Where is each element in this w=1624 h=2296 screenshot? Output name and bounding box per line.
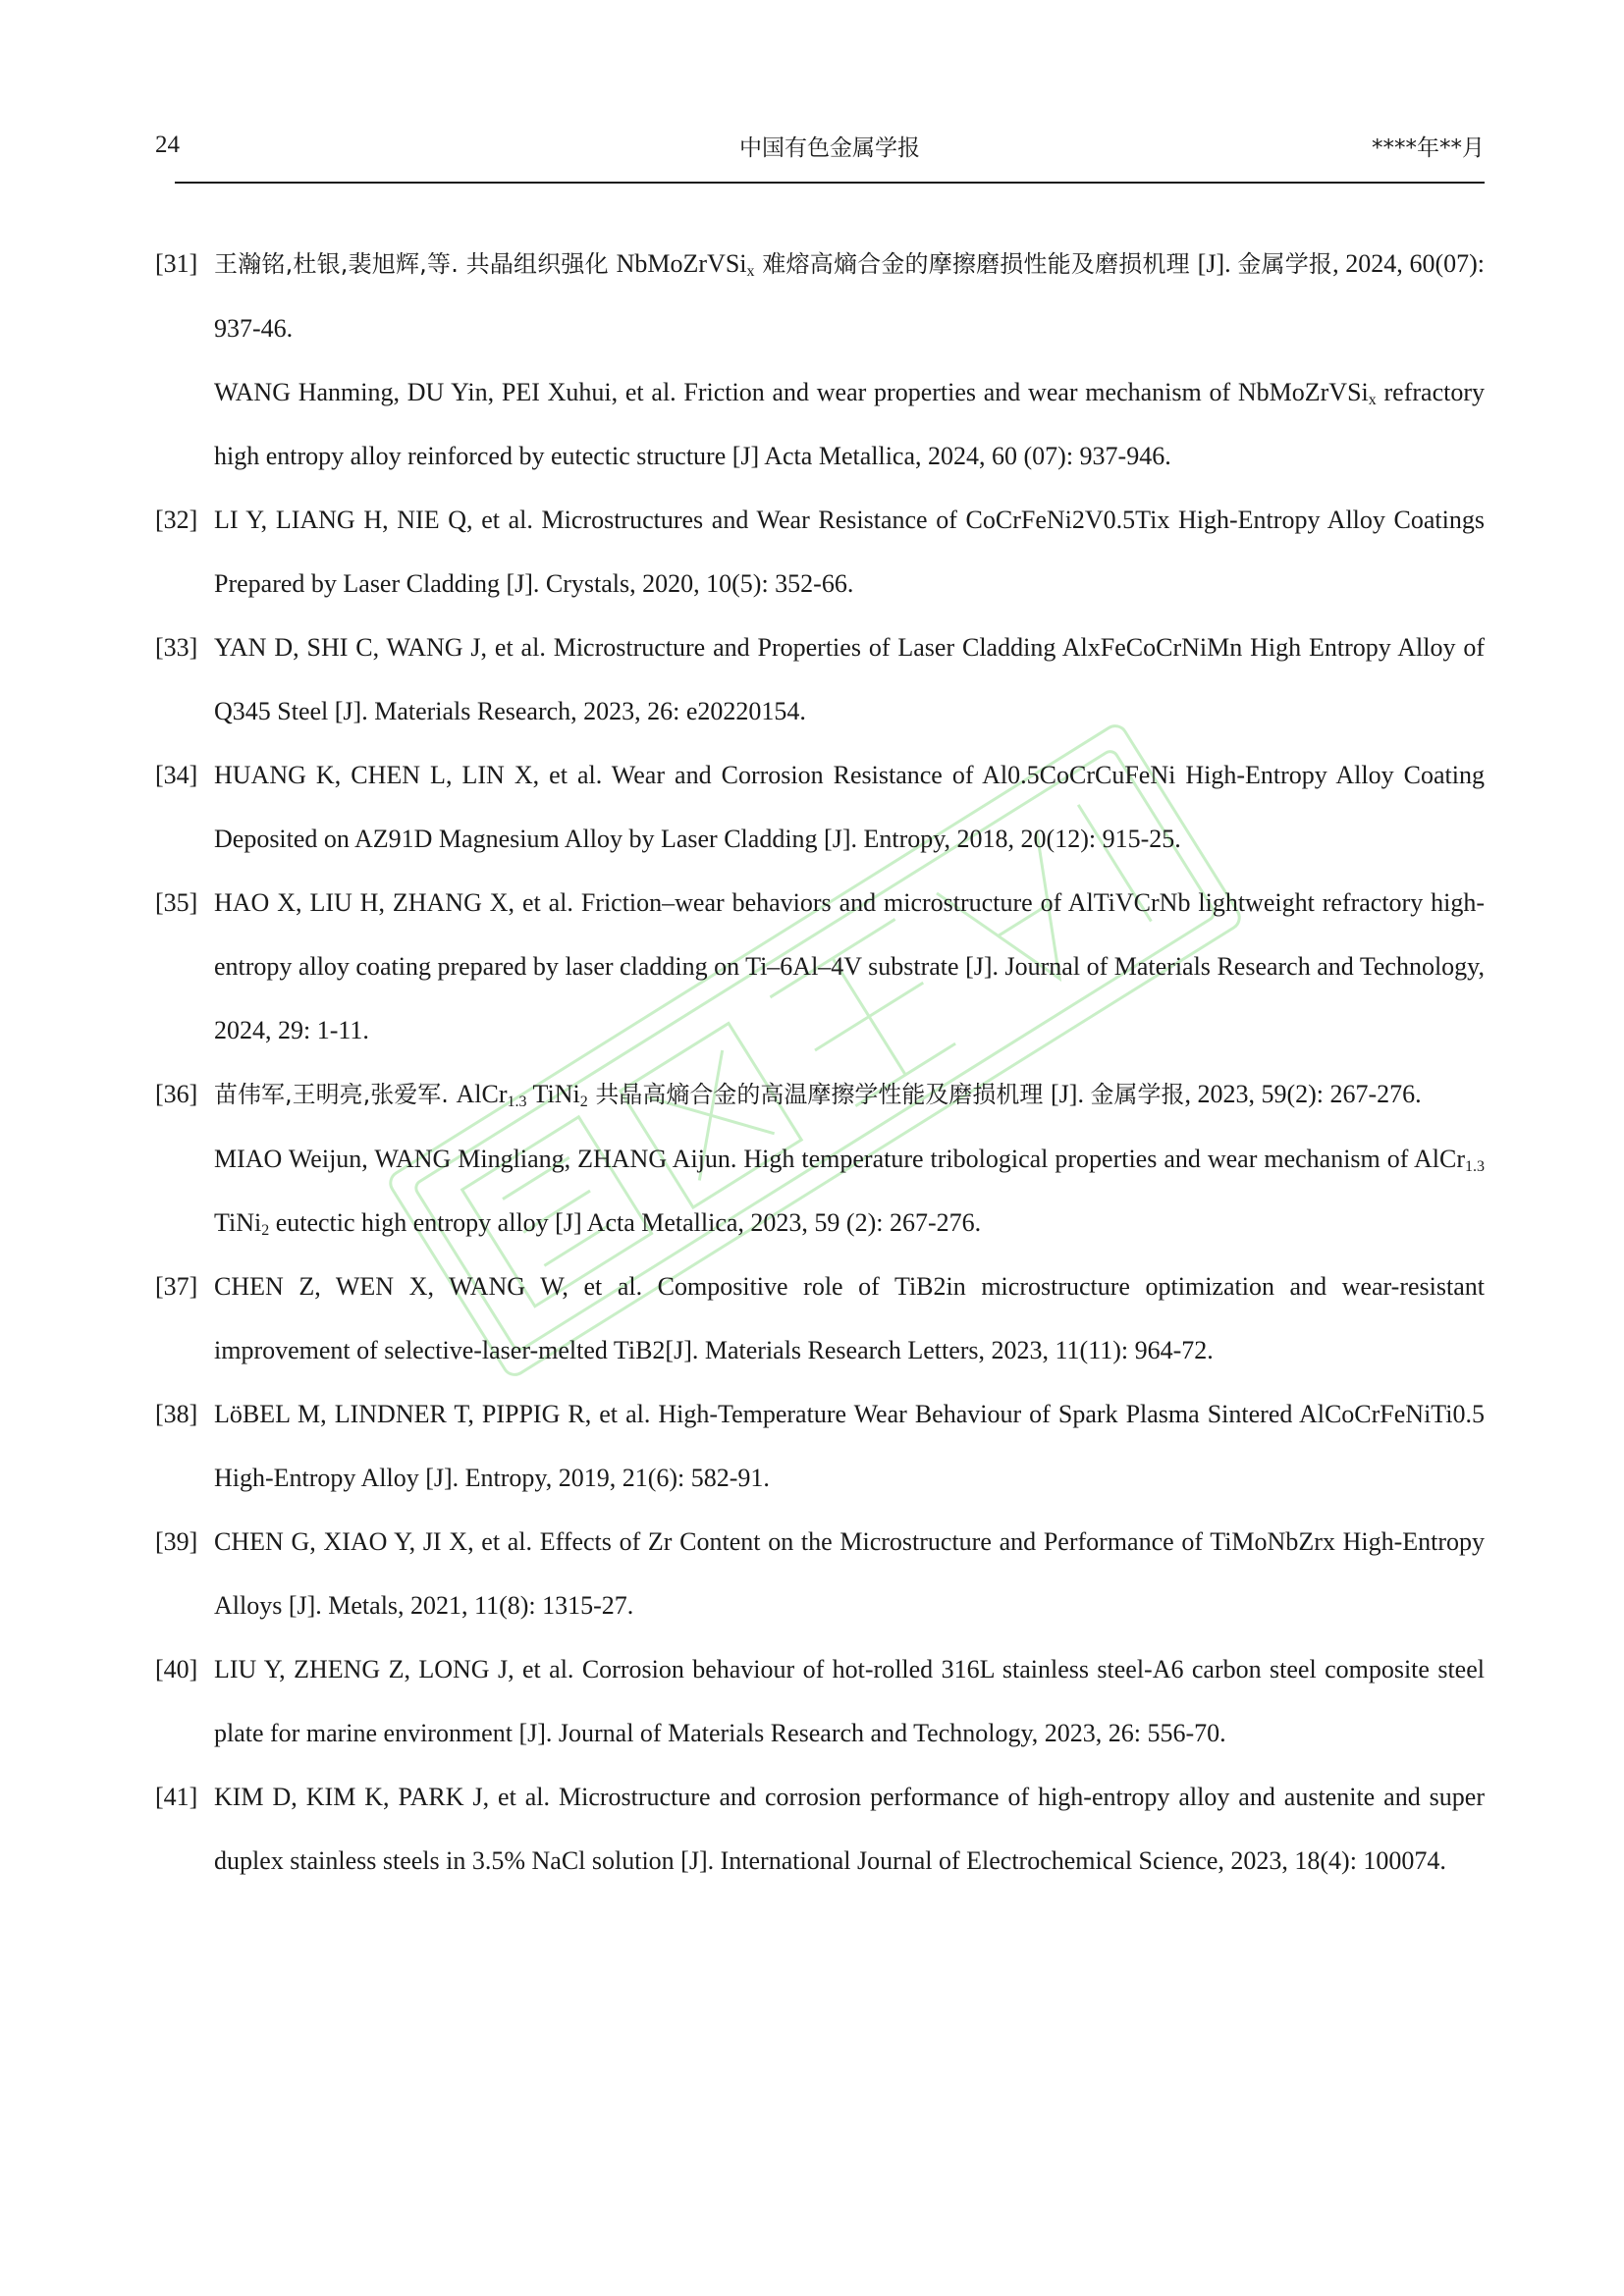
reference-item	[155, 232, 1485, 360]
subscript: 1.3	[1465, 1158, 1485, 1175]
reference-text: 金属学报	[1090, 1081, 1185, 1108]
reference-number: [37]	[155, 1272, 198, 1301]
reference-translation	[155, 1127, 1485, 1255]
reference-text: MIAO Weijun, WANG Mingliang, ZHANG Aijun. High temperature tribological properties and wear mechanism of AlCr	[214, 1145, 1465, 1173]
reference-item	[155, 871, 1485, 1062]
subscript: 2	[261, 1222, 270, 1239]
reference-text: , 2023, 59(2): 267-276.	[1184, 1080, 1422, 1108]
reference-text: LIU Y, ZHENG Z, LONG J, et al. Corrosion behaviour of hot-rolled 316L stainless steel-A6 carbon steel composite steel plate for marine environment [J]. Journal of Materials Research and Technology, 2023, 26: 556-70.	[214, 1655, 1485, 1747]
reference-text: HUANG K, CHEN L, LIN X, et al. Wear and Corrosion Resistance of Al0.5CoCrCuFeNi High-Entropy Alloy Coating Deposited on AZ91D Magnesium Alloy by Laser Cladding [J]. Entropy, 2018, 20(12): 915-25.	[214, 761, 1485, 853]
reference-item	[155, 1062, 1485, 1127]
subscript: 1.3	[507, 1094, 527, 1110]
reference-number: [31]	[155, 249, 198, 278]
reference-number: [38]	[155, 1400, 198, 1428]
reference-item	[155, 1510, 1485, 1637]
reference-item	[155, 1382, 1485, 1510]
reference-item	[155, 1765, 1485, 1893]
reference-text: [J].	[1197, 249, 1238, 278]
journal-name: 中国有色金属学报	[739, 135, 920, 161]
reference-text: TiNi	[214, 1208, 262, 1237]
page-number: 24	[155, 132, 180, 158]
reference-text: [J].	[1051, 1080, 1091, 1108]
reference-text: 王瀚铭,杜银,裴旭辉,等. 共晶组织强化	[214, 250, 617, 278]
reference-text: 金属学报	[1237, 250, 1333, 278]
reference-text: 共晶高熵合金的高温摩擦学性能及磨损机理	[587, 1081, 1052, 1108]
reference-text: LI Y, LIANG H, NIE Q, et al. Microstructures and Wear Resistance of CoCrFeNi2V0.5Tix High-Entropy Alloy Coatings Prepared by Laser Cladding [J]. Crystals, 2020, 10(5): 352-66.	[214, 506, 1485, 598]
reference-text: AlCr	[456, 1080, 508, 1108]
reference-text: YAN D, SHI C, WANG J, et al. Microstructure and Properties of Laser Cladding AlxFeCoCrNiMn High Entropy Alloy of Q345 Steel [J]. Materials Research, 2023, 26: e20220154.	[214, 633, 1485, 725]
issue-date: ****年**月	[1372, 135, 1485, 161]
reference-text: WANG Hanming, DU Yin, PEI Xuhui, et al. Friction and wear properties and wear mechanism of NbMoZrVSi	[214, 378, 1369, 406]
reference-text: refractory high entropy alloy reinforced by eutectic structure [J] Acta Metallica, 2024, 60 (07): 937-946.	[214, 378, 1485, 470]
reference-number: [40]	[155, 1655, 198, 1683]
header-rule	[175, 182, 1485, 184]
subscript: x	[1368, 392, 1377, 408]
reference-item	[155, 615, 1485, 743]
reference-number: [33]	[155, 633, 198, 662]
reference-number: [39]	[155, 1527, 198, 1556]
reference-text: TiNi	[526, 1080, 580, 1108]
reference-text: KIM D, KIM K, PARK J, et al. Microstructure and corrosion performance of high-entropy alloy and austenite and super duplex stainless steels in 3.5% NaCl solution [J]. International Journal of Electrochemical Science, 2023, 18(4): 100074.	[214, 1783, 1485, 1875]
reference-translation	[155, 360, 1485, 488]
reference-text: LöBEL M, LINDNER T, PIPPIG R, et al. High-Temperature Wear Behaviour of Spark Plasma Sintered AlCoCrFeNiTi0.5 High-Entropy Alloy [J]. Entropy, 2019, 21(6): 582-91.	[214, 1400, 1485, 1492]
subscript: x	[746, 263, 755, 280]
reference-item	[155, 1255, 1485, 1382]
reference-number: [35]	[155, 888, 198, 917]
reference-text: , 2024, 60(07): 937-46.	[214, 249, 1486, 343]
reference-text: CHEN Z, WEN X, WANG W, et al. Compositive role of TiB2in microstructure optimization and wear-resistant improvement of selective-laser-melted TiB2[J]. Materials Research Letters, 2023, 11(11): 964-72.	[214, 1272, 1485, 1364]
reference-item	[155, 743, 1485, 871]
reference-list	[155, 232, 1485, 1893]
reference-text: eutectic high entropy alloy [J] Acta Metallica, 2023, 59 (2): 267-276.	[269, 1208, 982, 1237]
reference-number: [41]	[155, 1783, 198, 1811]
reference-text: HAO X, LIU H, ZHANG X, et al. Friction–wear behaviors and microstructure of AlTiVCrNb lightweight refractory high-entropy alloy coating prepared by laser cladding on Ti–6Al–4V substrate [J]. Journal of Materials Research and Technology, 2024, 29: 1-11.	[214, 888, 1485, 1044]
reference-number: [32]	[155, 506, 198, 534]
reference-text: NbMoZrVSi	[616, 249, 747, 278]
running-header	[155, 128, 1485, 169]
reference-item	[155, 1637, 1485, 1765]
reference-text: 苗伟军,王明亮,张爱军.	[214, 1081, 457, 1108]
reference-number: [34]	[155, 761, 198, 789]
reference-number: [36]	[155, 1080, 198, 1108]
reference-text: 难熔高熵合金的摩擦磨损性能及磨损机理	[754, 250, 1198, 278]
reference-item	[155, 488, 1485, 615]
reference-text: CHEN G, XIAO Y, JI X, et al. Effects of Zr Content on the Microstructure and Performance of TiMoNbZrx High-Entropy Alloys [J]. Metals, 2021, 11(8): 1315-27.	[214, 1527, 1485, 1620]
subscript: 2	[579, 1094, 588, 1110]
